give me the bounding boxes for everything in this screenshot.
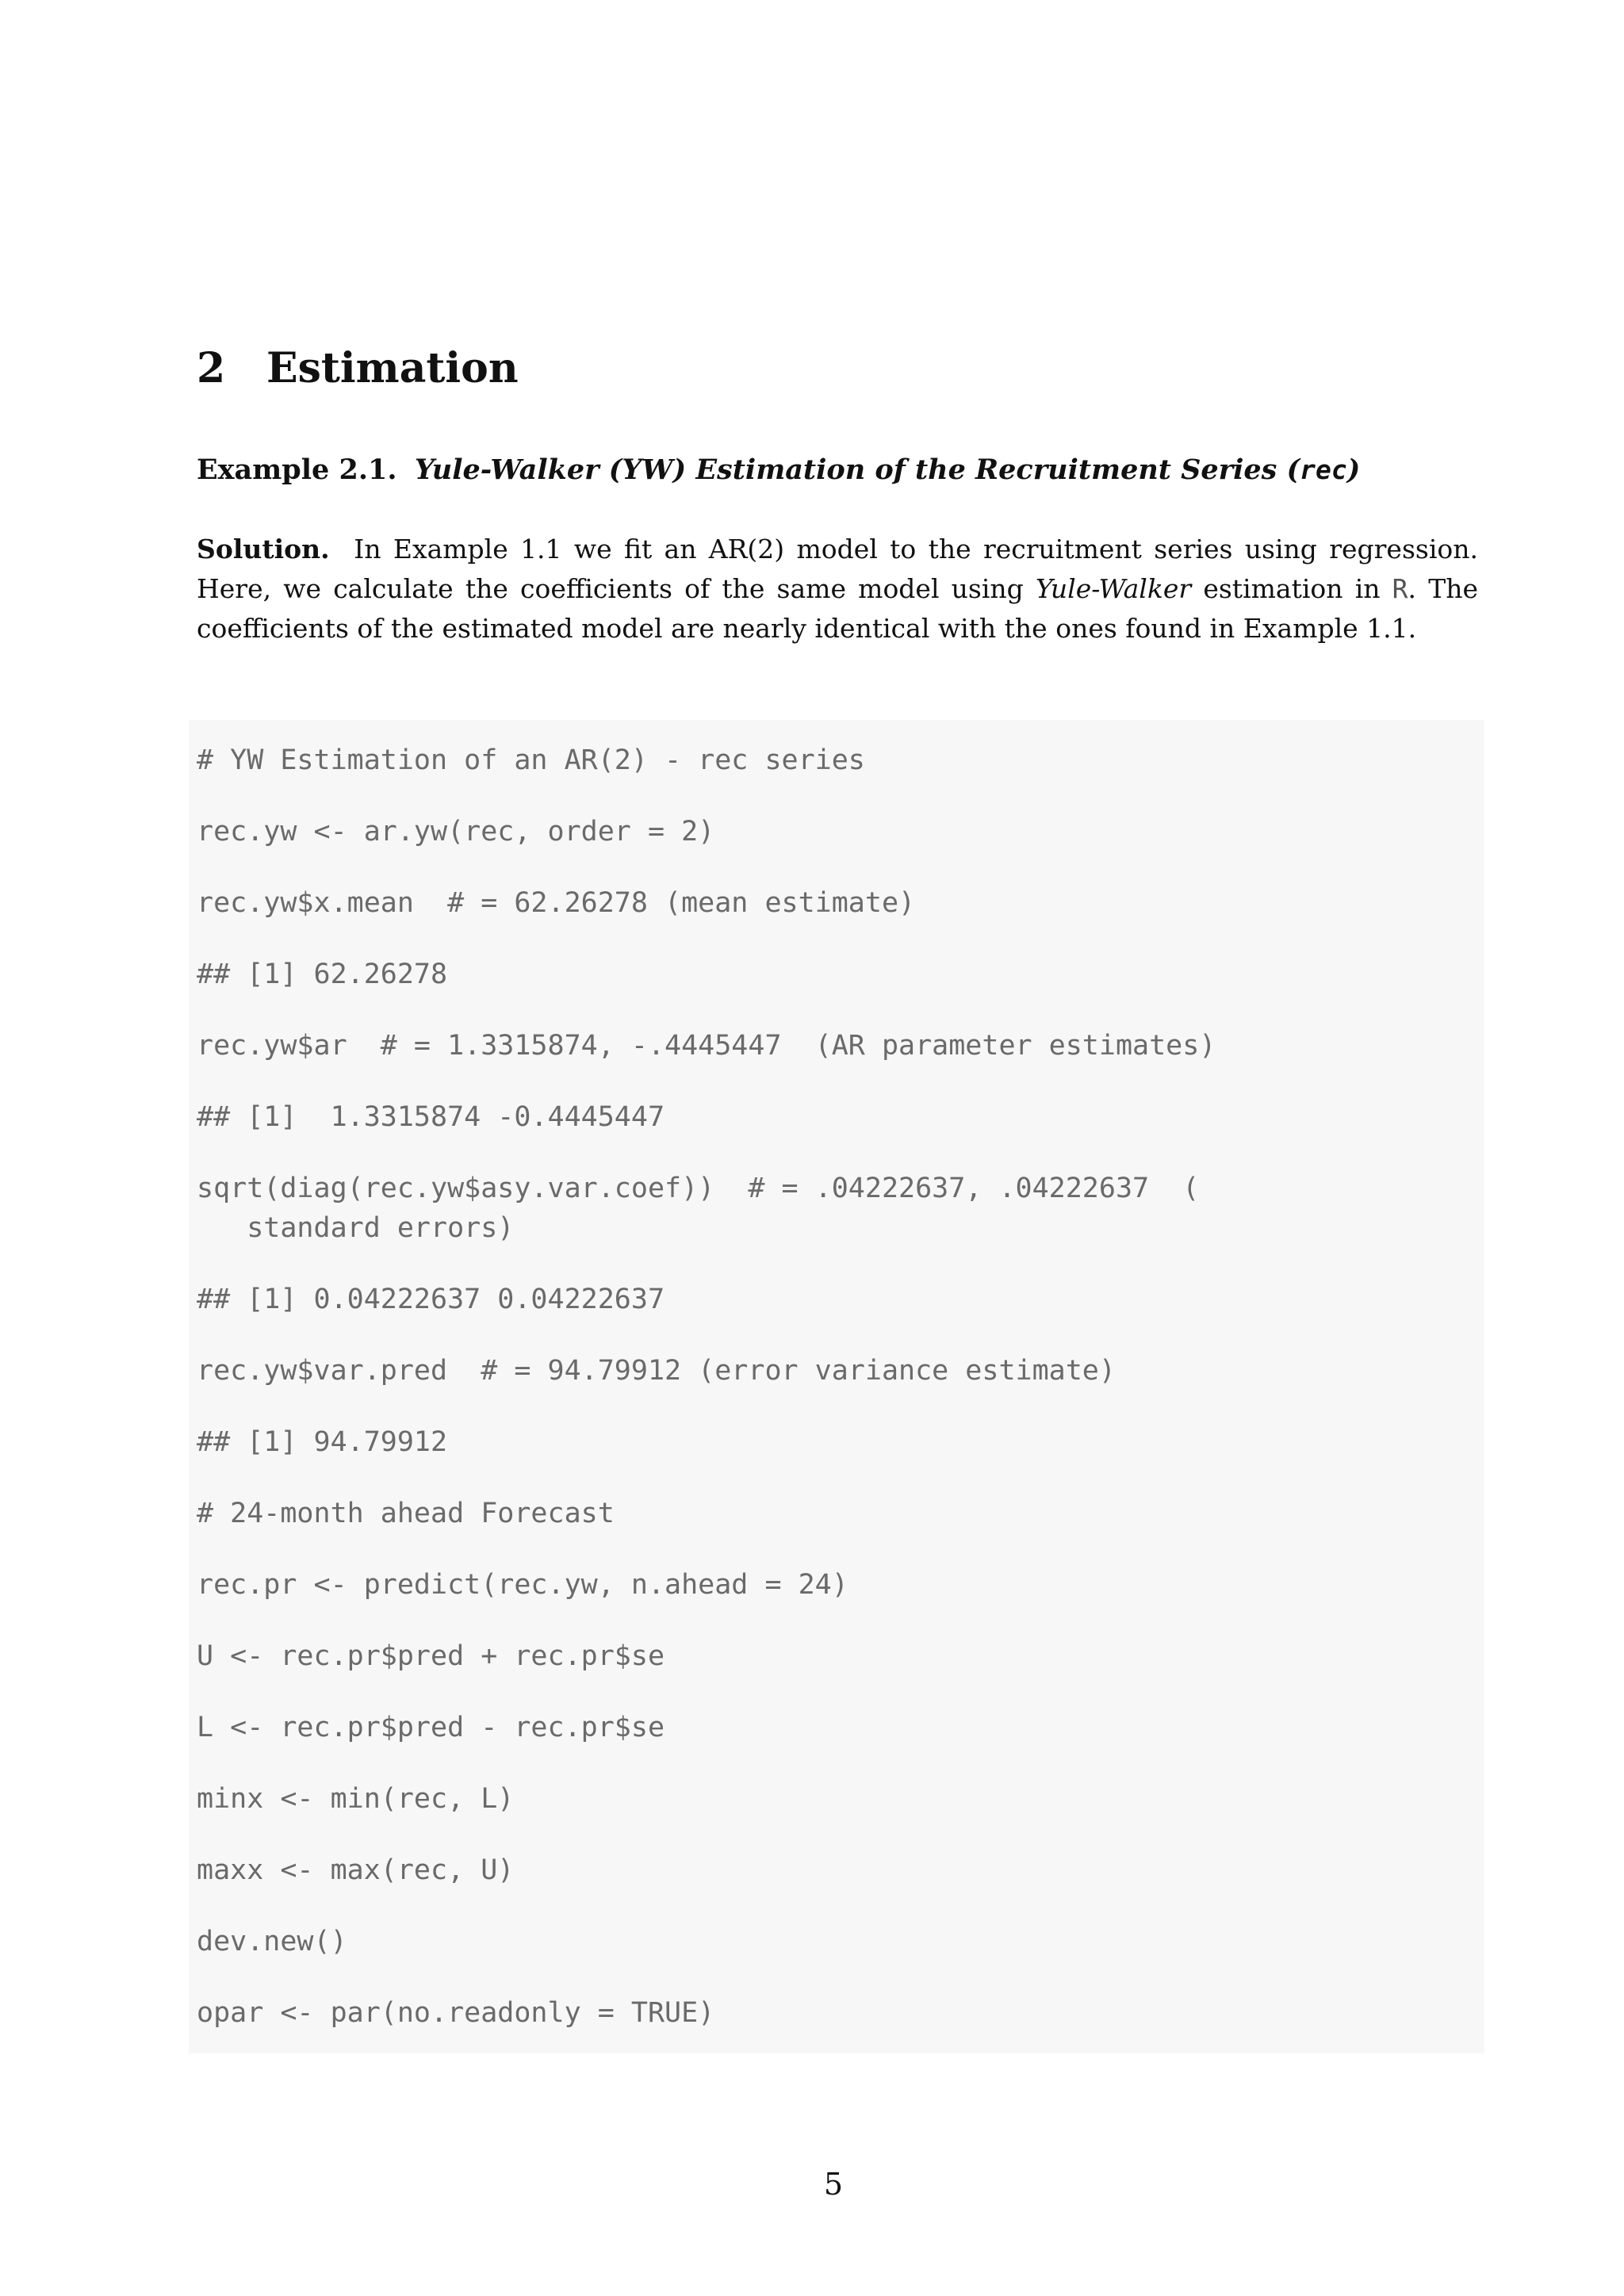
code-line: ## [1] 94.79912 (197, 1426, 448, 1458)
example-label: Example 2.1. (197, 453, 397, 486)
solution-emphasis: Yule-Walker (1035, 573, 1192, 604)
code-line: ## [1] 62.26278 (197, 959, 448, 990)
code-line: # 24-month ahead Forecast (197, 1498, 615, 1529)
solution-text-3: . The coefficients of the estimated model are nearly identical with the ones found in Example 1.1. (197, 573, 1478, 644)
section-title: Estimation (266, 344, 519, 392)
solution-text-2: estimation in (1203, 573, 1381, 604)
code-line: maxx <- max(rec, U) (197, 1854, 515, 1886)
code-line: minx <- min(rec, L) (197, 1783, 515, 1815)
code-line: rec.yw <- ar.yw(rec, order = 2) (197, 816, 715, 848)
example-title: Yule-Walker (YW) Estimation of the Recruitment Series ( (414, 453, 1300, 486)
code-line: rec.yw$ar # = 1.3315874, -.4445447 (AR parameter estimates) (197, 1030, 1216, 1062)
code-line: rec.yw$x.mean # = 62.26278 (mean estimate) (197, 887, 916, 919)
page-number: 5 (823, 2167, 844, 2202)
section-heading (197, 342, 519, 395)
code-line: # YW Estimation of an AR(2) - rec series (197, 744, 865, 776)
example-title-code: rec (1300, 454, 1347, 485)
code-block (189, 720, 1484, 2053)
solution-text-1: In Example 1.1 we fit an AR(2) model to the recruitment series using regression. Here, we calculate the coefficients of the same model using (197, 534, 1479, 604)
section-number: 2 (197, 344, 226, 392)
code-line: U <- rec.pr$pred + rec.pr$se (197, 1640, 665, 1672)
code-line: dev.new() (197, 1926, 347, 1957)
code-line: ## [1] 1.3315874 -0.4445447 (197, 1101, 665, 1133)
code-line: rec.yw$var.pred # = 94.79912 (error variance estimate) (197, 1355, 1116, 1387)
example-heading (197, 450, 1360, 490)
example-title-end: ) (1346, 453, 1361, 486)
solution-paragraph (197, 530, 1478, 649)
code-line: sqrt(diag(rec.yw$asy.var.coef)) # = .04222637, .04222637 ( standard errors) (197, 1173, 1200, 1244)
code-line: opar <- par(no.readonly = TRUE) (197, 1997, 715, 2029)
solution-label: Solution. (197, 534, 330, 564)
code-line: L <- rec.pr$pred - rec.pr$se (197, 1712, 665, 1743)
code-line: rec.pr <- predict(rec.yw, n.ahead = 24) (197, 1569, 848, 1601)
code-line: ## [1] 0.04222637 0.04222637 (197, 1284, 665, 1315)
solution-inline-code: R (1392, 573, 1408, 604)
